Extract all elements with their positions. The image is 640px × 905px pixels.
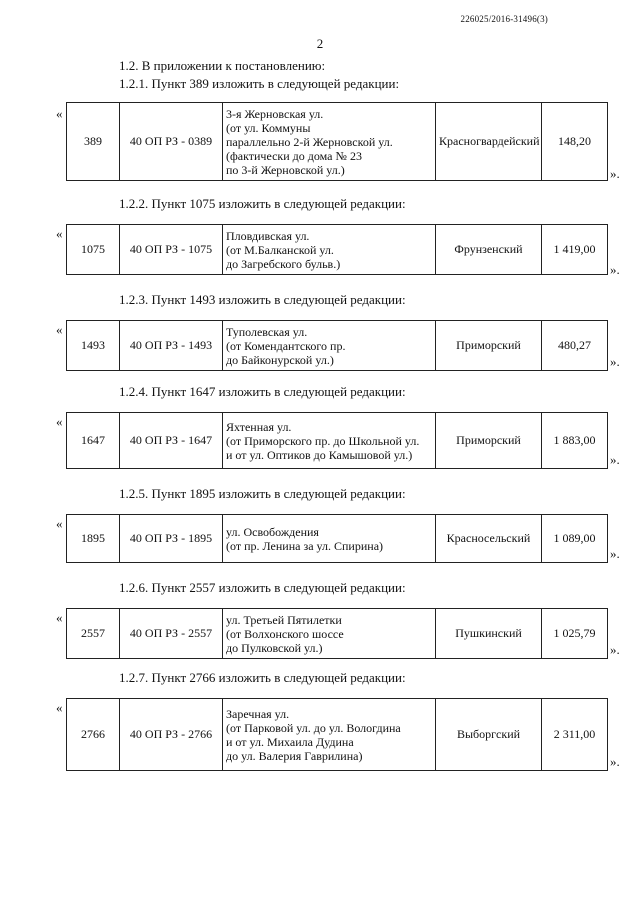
description-line: Пловдивская ул. [226,228,310,243]
quote-close: ». [610,642,620,657]
cell-district: Красносельский [436,515,542,563]
quote-close: ». [610,354,620,369]
cell-number: 2557 [67,609,120,659]
cell-code: 40 ОП РЗ - 1647 [120,413,223,469]
quote-close: ». [610,546,620,561]
description-line: 3-я Жерновская ул. [226,106,324,121]
description-line: (от Приморского пр. до Школьной ул. [226,433,420,448]
description-line: (от Волхонского шоссе [226,626,344,641]
description-line: ул. Освобождения [226,524,319,539]
quote-close: ». [610,754,620,769]
page-number: 2 [316,36,324,51]
description-line: (от Комендантского пр. [226,338,346,353]
description-line: (от Парковой ул. до ул. Вологдина [226,720,401,735]
description-line: до ул. Валерия Гаврилина) [226,748,363,763]
cell-number: 389 [67,103,120,181]
description-line: (фактически до дома № 23 [226,148,362,163]
description-line: и от ул. Михаила Дудина [226,734,354,749]
description-line: и от ул. Оптиков до Камышовой ул.) [226,447,413,462]
cell-code: 40 ОП РЗ - 1895 [120,515,223,563]
cell-length: 1 419,00 [542,225,608,275]
amendment-table-3 [66,320,608,371]
section-heading-3: 1.2.3. Пункт 1493 изложить в следующей редакции: [119,292,406,307]
description-line: Туполевская ул. [226,324,308,339]
section-heading-2: 1.2.2. Пункт 1075 изложить в следующей редакции: [119,196,406,211]
cell-code: 40 ОП РЗ - 0389 [120,103,223,181]
amendment-table-6 [66,608,608,659]
description-line: (от М.Балканской ул. [226,242,334,257]
cell-description [223,225,436,275]
section-heading-5: 1.2.5. Пункт 1895 изложить в следующей редакции: [119,486,406,501]
quote-open: « [56,516,63,531]
section-heading-7: 1.2.7. Пункт 2766 изложить в следующей редакции: [119,670,406,685]
cell-code: 40 ОП РЗ - 1493 [120,321,223,371]
quote-open: « [56,414,63,429]
cell-district: Фрунзенский [436,225,542,275]
cell-code: 40 ОП РЗ - 2766 [120,699,223,771]
cell-district: Приморский [436,413,542,469]
cell-number: 1075 [67,225,120,275]
cell-description [223,103,436,181]
cell-district: Красногвардейский [436,103,542,181]
quote-close: ». [610,452,620,467]
section-heading-6: 1.2.6. Пункт 2557 изложить в следующей редакции: [119,580,406,595]
section-heading-1: 1.2.1. Пункт 389 изложить в следующей редакции: [119,76,400,91]
description-line: ул. Третьей Пятилетки [226,612,342,627]
description-line: до Байконурской ул.) [226,352,334,367]
cell-length: 148,20 [542,103,608,181]
cell-length: 1 025,79 [542,609,608,659]
cell-code: 40 ОП РЗ - 1075 [120,225,223,275]
quote-open: « [56,106,63,121]
cell-code: 40 ОП РЗ - 2557 [120,609,223,659]
cell-description [223,515,436,563]
cell-number: 1647 [67,413,120,469]
quote-close: ». [610,166,620,181]
amendment-table-1 [66,102,608,181]
cell-length: 480,27 [542,321,608,371]
cell-description [223,413,436,469]
cell-length: 2 311,00 [542,699,608,771]
document-number: 226025/2016-31496(3) [460,14,548,24]
description-line: Яхтенная ул. [226,419,292,434]
description-line: (от ул. Коммуны [226,120,311,135]
quote-open: « [56,322,63,337]
quote-open: « [56,700,63,715]
amendment-table-4 [66,412,608,469]
cell-description [223,609,436,659]
cell-length: 1 883,00 [542,413,608,469]
cell-description [223,699,436,771]
cell-number: 1895 [67,515,120,563]
cell-number: 2766 [67,699,120,771]
description-line: параллельно 2-й Жерновской ул. [226,134,393,149]
amendment-table-2 [66,224,608,275]
description-line: по 3-й Жерновской ул.) [226,162,345,177]
quote-open: « [56,610,63,625]
quote-close: ». [610,262,620,277]
amendment-table-7 [66,698,608,771]
cell-district: Выборгский [436,699,542,771]
description-line: (от пр. Ленина за ул. Спирина) [226,538,384,553]
amendment-table-5 [66,514,608,563]
description-line: Заречная ул. [226,706,290,721]
quote-open: « [56,226,63,241]
cell-number: 1493 [67,321,120,371]
intro-line: 1.2. В приложении к постановлению: [119,58,326,73]
cell-length: 1 089,00 [542,515,608,563]
section-heading-4: 1.2.4. Пункт 1647 изложить в следующей редакции: [119,384,406,399]
description-line: до Пулковской ул.) [226,640,323,655]
cell-district: Приморский [436,321,542,371]
description-line: до Загребского бульв.) [226,256,341,271]
cell-district: Пушкинский [436,609,542,659]
cell-description [223,321,436,371]
